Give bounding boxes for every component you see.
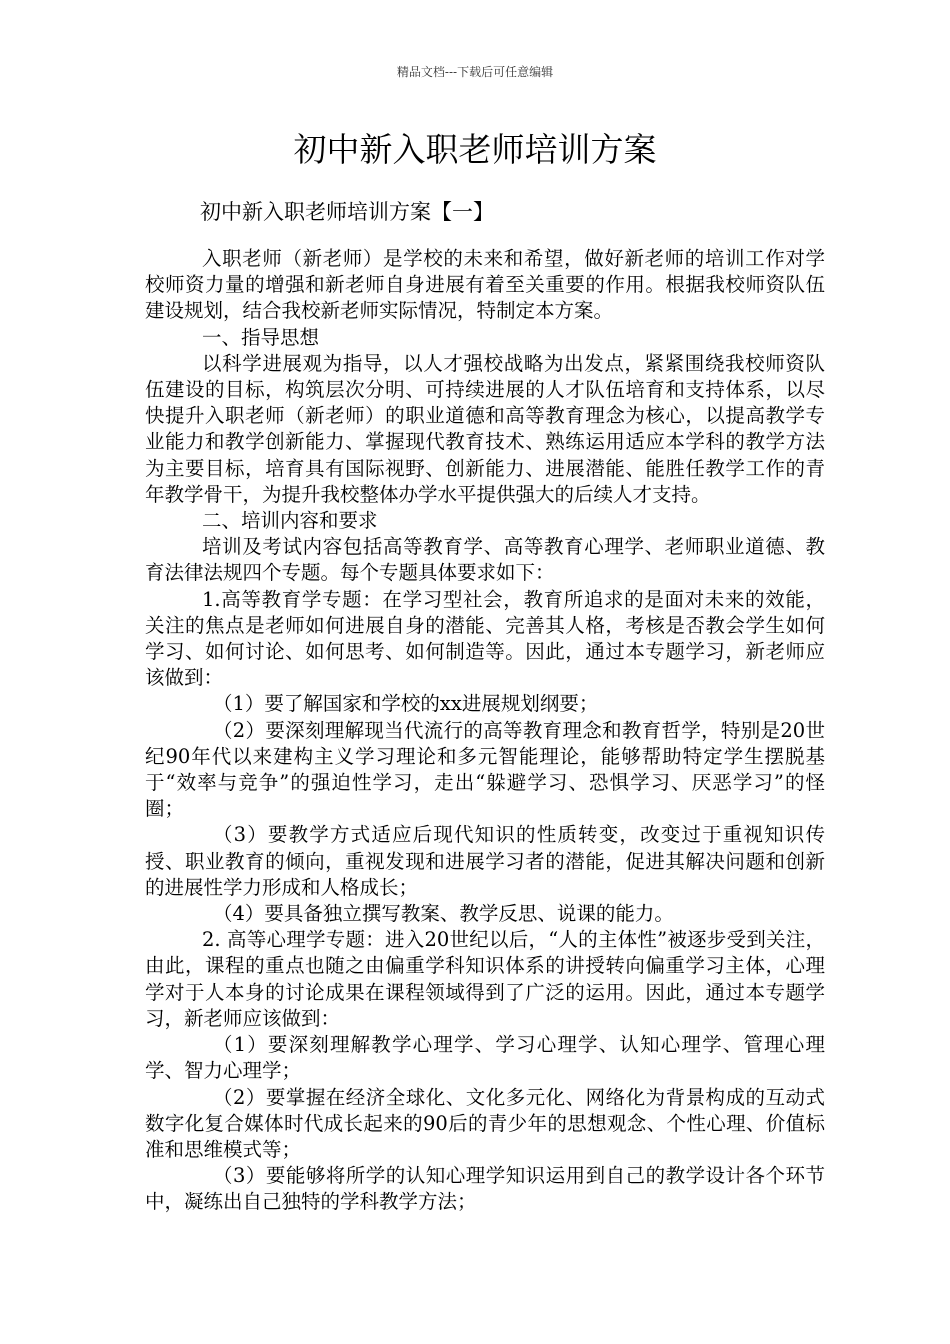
paragraph: 以科学进展观为指导，以人才强校战略为出发点，紧紧围绕我校师资队伍建设的目标，构筑层次分明、可持续进展的人才队伍培育和支持体系，以尽快提升入职老师（新老师）的职业道德和高等教育理念为核心，以提高教学专业能力和教学创新能力、掌握现代教育技术、熟练运用适应本学科的教学方法为主要目标，培育具有国际视野、创新能力、进展潜能、能胜任教学工作的青年教学骨干，为提升我校整体办学水平提供强大的后续人才支持。 (145, 351, 825, 506)
paragraph: 培训及考试内容包括高等教育学、高等教育心理学、老师职业道德、教育法律法规四个专题。每个专题具体要求如下： (145, 535, 825, 585)
list-item: （3）要教学方式适应后现代知识的性质转变，改变过于重视知识传授、职业教育的倾向，重视发现和进展学习者的潜能，促进其解决问题和创新的进展性学力形成和人格成长； (145, 823, 825, 899)
document-body (145, 246, 825, 1216)
section-heading: 一、指导思想 (202, 325, 320, 349)
list-item: （2）要掌握在经济全球化、文化多元化、网络化为背景构成的互动式数字化复合媒体时代成长起来的90后的青少年的思想观念、个性心理、价值标准和思维模式等； (145, 1085, 825, 1161)
section-heading: 二、培训内容和要求 (202, 509, 378, 533)
list-item: （1）要了解国家和学校的xx进展规划纲要； (213, 692, 599, 716)
page-header: 精品文档---下载后可任意编辑 (396, 65, 554, 79)
paragraph: 2. 高等心理学专题：进入20世纪以后，“人的主体性”被逐步受到关注，由此，课程的重点也随之由偏重学科知识体系的讲授转向偏重学习主体，心理学对于人本身的讨论成果在课程领域得到了广泛的运用。因此，通过本专题学习，新老师应该做到： (145, 928, 825, 1030)
list-item: （4）要具备独立撰写教案、教学反思、说课的能力。 (213, 902, 674, 926)
document-subtitle: 初中新入职老师培训方案【一】 (200, 200, 494, 224)
document-title: 初中新入职老师培训方案 (293, 130, 657, 169)
list-item: （1）要深刻理解教学心理学、学习心理学、认知心理学、管理心理学、智力心理学； (145, 1033, 825, 1083)
list-item: （3）要能够将所学的认知心理学知识运用到自己的教学设计各个环节中，凝练出自己独特的学科教学方法； (145, 1164, 825, 1214)
list-item: （2）要深刻理解现当代流行的高等教育理念和教育哲学，特别是20世纪90年代以来建构主义学习理论和多元智能理论，能够帮助特定学生摆脱基于“效率与竞争”的强迫性学习，走出“躲避学习、恐惧学习、厌恶学习”的怪圈； (145, 718, 825, 821)
paragraph: 入职老师（新老师）是学校的未来和希望，做好新老师的培训工作对学校师资力量的增强和新老师自身进展有着至关重要的作用。根据我校师资队伍建设规划，结合我校新老师实际情况，特制定本方案。 (145, 247, 825, 323)
paragraph: 1.高等教育学专题：在学习型社会，教育所追求的是面对未来的效能，关注的焦点是老师如何进展自身的潜能、完善其人格，考核是否教会学生如何学习、如何讨论、如何思考、如何制造等。因此，通过本专题学习，新老师应该做到： (145, 587, 825, 690)
